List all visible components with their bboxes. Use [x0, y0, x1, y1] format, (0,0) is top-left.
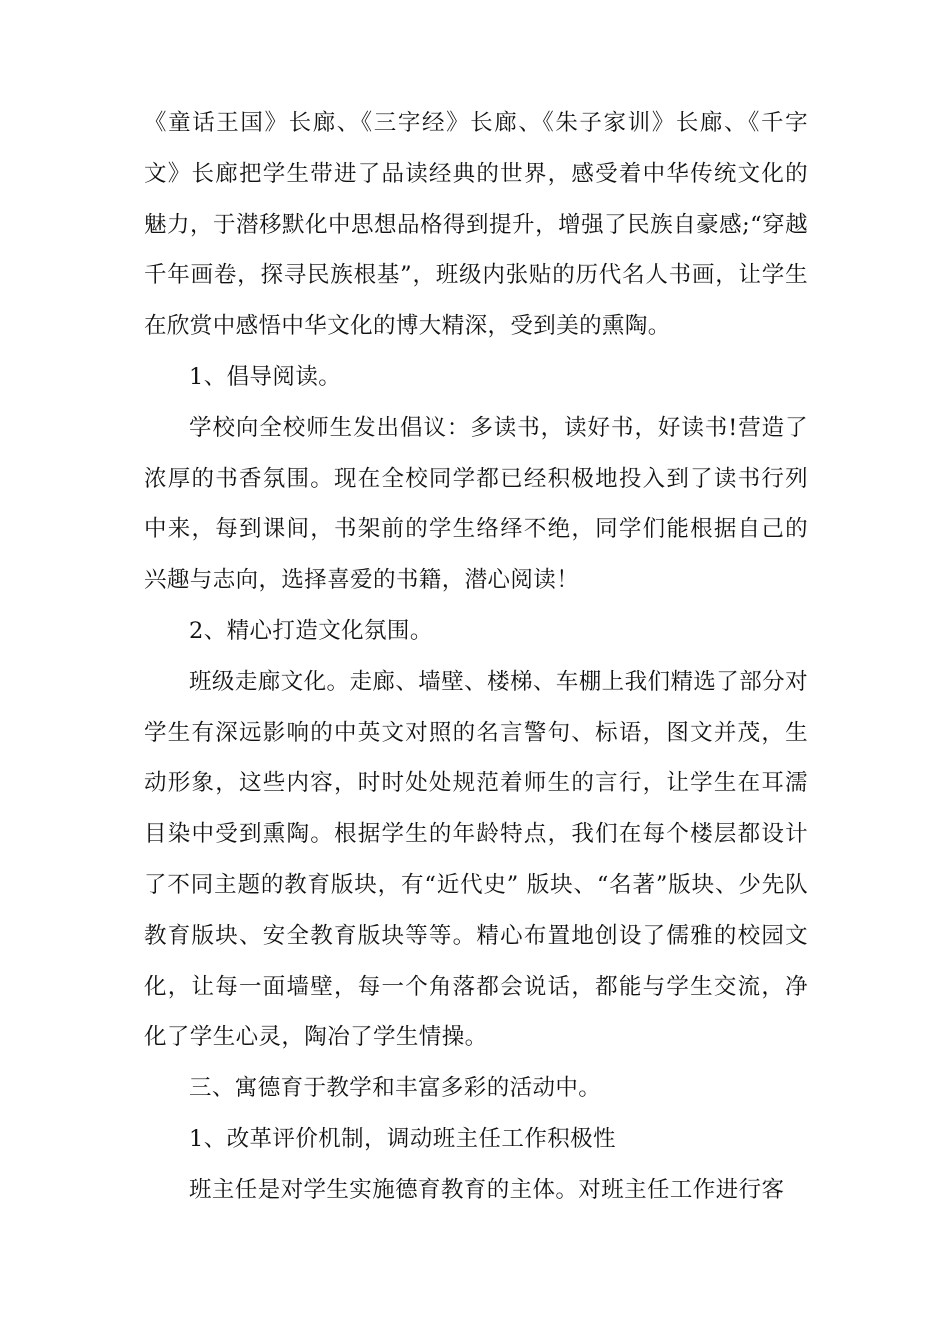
heading-cultural-atmosphere: 2、精心打造文化氛围。 — [189, 617, 433, 644]
heading-promote-reading: 1、倡导阅读。 — [189, 363, 342, 390]
paragraph-reading: 学校向全校师生发出倡议：多读书，读好书，好读书!营造了浓厚的书香氛围。现在全校同学都已经积极地投入到了读书行列中来，每到课间，书架前的学生络绎不绝，同学们能根据自己的兴趣与志向，选择喜爱的书籍，潜心阅读！ — [144, 414, 808, 594]
paragraph-corridor-culture: 班级走廊文化。走廊、墙壁、楼梯、车棚上我们精选了部分对学生有深远影响的中英文对照的名言警句、标语，图文并茂，生动形象，这些内容，时时处处规范着师生的言行，让学生在耳濡目染中受到熏陶。根据学生的年龄特点，我们在每个楼层都设计了不同主题的教育版块，有“近代史” 版块、“名著”版块、少先队教育版块、安全教育版块等等。精心布置地创设了儒雅的校园文化，让每一面墙壁，每一个角落都会说话，都能与学生交流，净化了学生心灵，陶冶了学生情操。 — [144, 668, 808, 1051]
heading-evaluation-reform: 1、改革评价机制，调动班主任工作积极性 — [189, 1125, 616, 1152]
paragraph-continued: 《童话王国》长廊、《三字经》长廊、《朱子家训》长廊、《千字文》长廊把学生带进了品读经典的世界，感受着中华传统文化的魅力，于潜移默化中思想品格得到提升，增强了民族自豪感;“穿越千年画卷，探寻民族根基”，班级内张贴的历代名人书画，让学生在欣赏中感悟中华文化的博大精深，受到美的熏陶。 — [144, 110, 808, 340]
document-body — [144, 98, 808, 1216]
heading-section-three: 三、寓德育于教学和丰富多彩的活动中。 — [189, 1075, 602, 1102]
paragraph-head-teacher: 班主任是对学生实施德育教育的主体。对班主任工作进行客 — [189, 1176, 785, 1203]
